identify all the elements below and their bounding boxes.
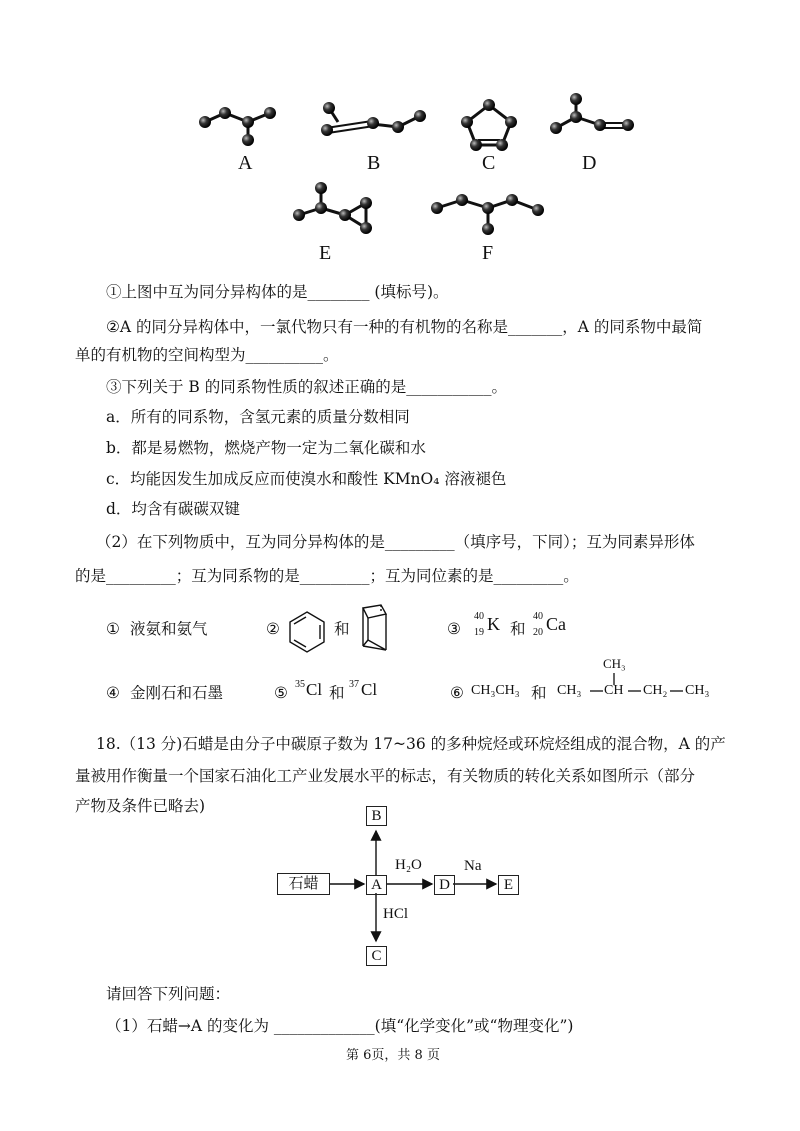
item-6-and: 和	[531, 684, 547, 702]
answer-prompt: 请回答下列问题：	[106, 985, 231, 1003]
molecule-label-d: D	[582, 152, 597, 174]
molecule-label-b: B	[367, 152, 381, 174]
ca-atomic-number: 20	[533, 627, 543, 638]
chain-ch3-left: CH₃	[557, 683, 582, 698]
molecule-label-e: E	[319, 242, 332, 264]
molecule-a-model	[199, 107, 276, 146]
item-5-number: ⑤	[274, 684, 288, 702]
node-c-box: C	[366, 946, 387, 966]
node-a-box: A	[366, 875, 387, 895]
molecule-label-f: F	[482, 242, 494, 264]
k-atomic-number: 19	[474, 627, 484, 638]
molecule-label-a: A	[238, 152, 253, 174]
node-b-box: B	[366, 806, 387, 826]
q1-homolog-question: ③下列关于 B 的同系物性质的叙述正确的是___________。	[106, 378, 507, 396]
molecule-d-model	[550, 93, 634, 134]
item-5-and: 和	[329, 684, 345, 702]
hcl-label: HCl	[383, 906, 409, 922]
item-2-number: ②	[266, 620, 280, 638]
q18-sub1: （1）石蜡→A 的变化为 _____________(填“化学变化”或“物理变化”)	[106, 1017, 574, 1035]
chain-ch: CH	[604, 683, 624, 698]
k-mass-number: 40	[474, 611, 484, 622]
option-a: a．所有的同系物，含氢元素的质量分数相同	[106, 408, 410, 426]
ethane-formula: CH₃CH₃	[471, 683, 520, 698]
node-d-box: D	[434, 875, 455, 895]
option-b: b．都是易燃物，燃烧产物一定为二氧化碳和水	[106, 439, 426, 457]
paraffin-box: 石蜡	[277, 873, 330, 895]
item-4-text: 金刚石和石墨	[130, 684, 224, 702]
h2o-label: H₂O	[395, 857, 422, 873]
item-3-number: ③	[447, 620, 461, 638]
molecule-f-model	[431, 194, 544, 235]
q1-isomer-question: ①上图中互为同分异构体的是________ (填标号)。	[106, 283, 449, 301]
q2-question-cont: 的是_________；互为同系物的是_________；互为同位素的是_________。	[75, 567, 579, 585]
item-6-number: ⑥	[450, 684, 464, 702]
option-c: c．均能因发生加成反应而使溴水和酸性 KMnO₄ 溶液褪色	[106, 470, 507, 488]
q1-chloride-question-cont: 单的有机物的空间构型为__________。	[75, 346, 339, 364]
q18-intro-line3: 产物及条件已略去)	[75, 797, 206, 815]
branch-ch3: CH₃	[603, 656, 626, 671]
node-e-box: E	[498, 875, 519, 895]
q18-intro-line2: 量被用作衡量一个国家石油化工产业发展水平的标志，有关物质的转化关系如图所示（部分	[75, 767, 696, 785]
q18-intro-line1: 18.（13 分)石蜡是由分子中碳原子数为 17~36 的多种烷烃或环烷烃组成的混合物，A 的产	[96, 735, 726, 753]
prismane-structure	[363, 605, 386, 650]
item-4-number: ④	[106, 684, 120, 702]
na-label: Na	[464, 858, 482, 874]
k-symbol: K	[487, 614, 500, 634]
molecule-e-model	[293, 182, 372, 234]
option-d: d．均含有碳碳双键	[106, 500, 240, 518]
cl35-mass-number: 35	[295, 679, 305, 690]
cl37-mass-number: 37	[349, 679, 359, 690]
ca-mass-number: 40	[533, 611, 543, 622]
q1-chloride-question: ②A 的同分异构体中，一氯代物只有一种的有机物的名称是_______，A 的同系物中最简	[106, 318, 703, 336]
item-2-and: 和	[334, 620, 350, 638]
item-1-number: ①	[106, 620, 120, 638]
molecule-c-model	[461, 99, 517, 151]
chain-ch3-right: CH₃	[685, 683, 710, 698]
benzene-structure	[290, 612, 324, 652]
molecule-label-c: C	[482, 152, 496, 174]
item-1-text: 液氨和氨气	[130, 620, 208, 638]
ca-symbol: Ca	[546, 614, 566, 634]
cl37-symbol: Cl	[361, 680, 378, 699]
item-3-and: 和	[510, 620, 526, 638]
molecule-b-model	[321, 102, 426, 136]
cl35-symbol: Cl	[306, 680, 323, 699]
conversion-diagram-arrows	[330, 831, 496, 941]
page-footer: 第 6页，共 8 页	[346, 1048, 440, 1063]
chain-ch2: CH₂	[643, 683, 668, 698]
q2-question: （2）在下列物质中，互为同分异构体的是_________（填序号，下同）；互为同素异形体	[96, 533, 695, 551]
